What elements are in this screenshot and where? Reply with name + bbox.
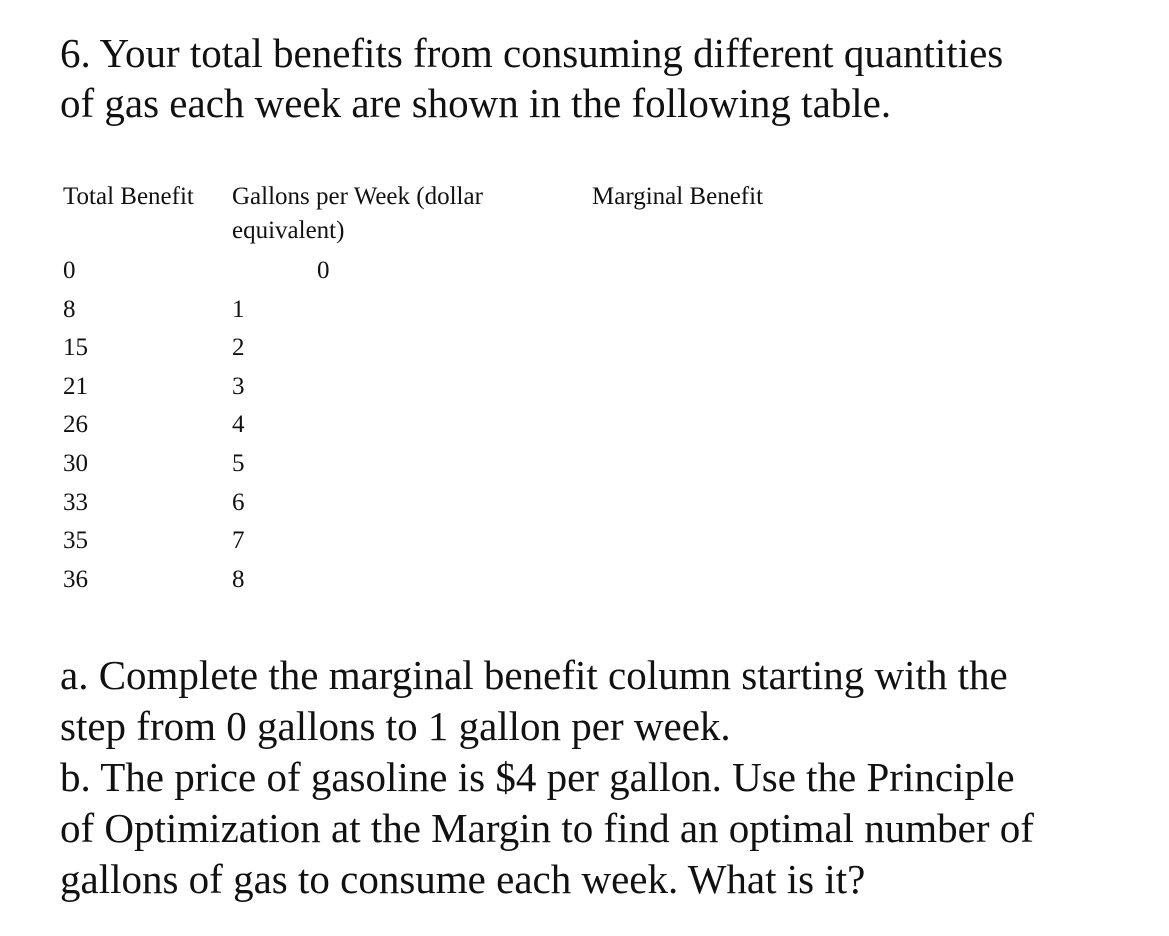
total-benefit-cell: 15 — [63, 334, 88, 362]
table-body — [63, 254, 823, 601]
total-benefit-cell: 35 — [63, 527, 88, 555]
gallons-cell: 5 — [232, 449, 245, 477]
table-row — [63, 563, 823, 602]
total-benefit-cell: 8 — [63, 295, 76, 323]
part-b-line-2: of Optimization at the Margin to find an optimal number of — [60, 805, 1034, 851]
part-a-line-2: step from 0 gallons to 1 gallon per week. — [60, 703, 731, 749]
question-parts — [60, 650, 1150, 905]
table-row — [63, 331, 823, 370]
total-benefit-cell: 33 — [63, 488, 88, 516]
gallons-cell: 8 — [232, 565, 245, 593]
gallons-cell: 6 — [232, 488, 245, 516]
table-row — [63, 447, 823, 486]
total-benefit-cell: 26 — [63, 411, 88, 439]
gallons-cell: 4 — [232, 411, 245, 439]
gallons-cell: 2 — [232, 334, 245, 362]
part-b-line-3: gallons of gas to consume each week. What is it? — [60, 856, 866, 902]
header-gallons-per-week: Gallons per Week (dollar equivalent) — [232, 183, 483, 244]
table-row — [63, 254, 823, 293]
table-row — [63, 293, 823, 332]
header-marginal-benefit: Marginal Benefit — [592, 183, 764, 210]
part-b-line-1: b. The price of gasoline is $4 per gallon. Use the Principle — [60, 754, 1015, 800]
table-row — [63, 486, 823, 525]
gallons-cell: 7 — [232, 527, 245, 555]
gallons-cell: 3 — [232, 372, 245, 400]
table-row — [63, 408, 823, 447]
gallons-cell: 0 — [317, 257, 330, 284]
total-benefit-cell: 0 — [63, 257, 76, 284]
header-total-benefit: Total Benefit — [63, 183, 194, 210]
part-a-line-1: a. Complete the marginal benefit column starting with the — [60, 652, 1008, 698]
question-line-1: 6. Your total benefits from consuming different quantities — [60, 30, 1004, 76]
table-row — [63, 524, 823, 563]
total-benefit-cell: 21 — [63, 372, 88, 400]
total-benefit-cell: 30 — [63, 449, 88, 477]
question-line-2: of gas each week are shown in the following table. — [60, 80, 892, 126]
question-text — [60, 28, 1140, 128]
table-row — [63, 370, 823, 409]
total-benefit-cell: 36 — [63, 565, 88, 593]
gallons-cell: 1 — [232, 295, 245, 323]
